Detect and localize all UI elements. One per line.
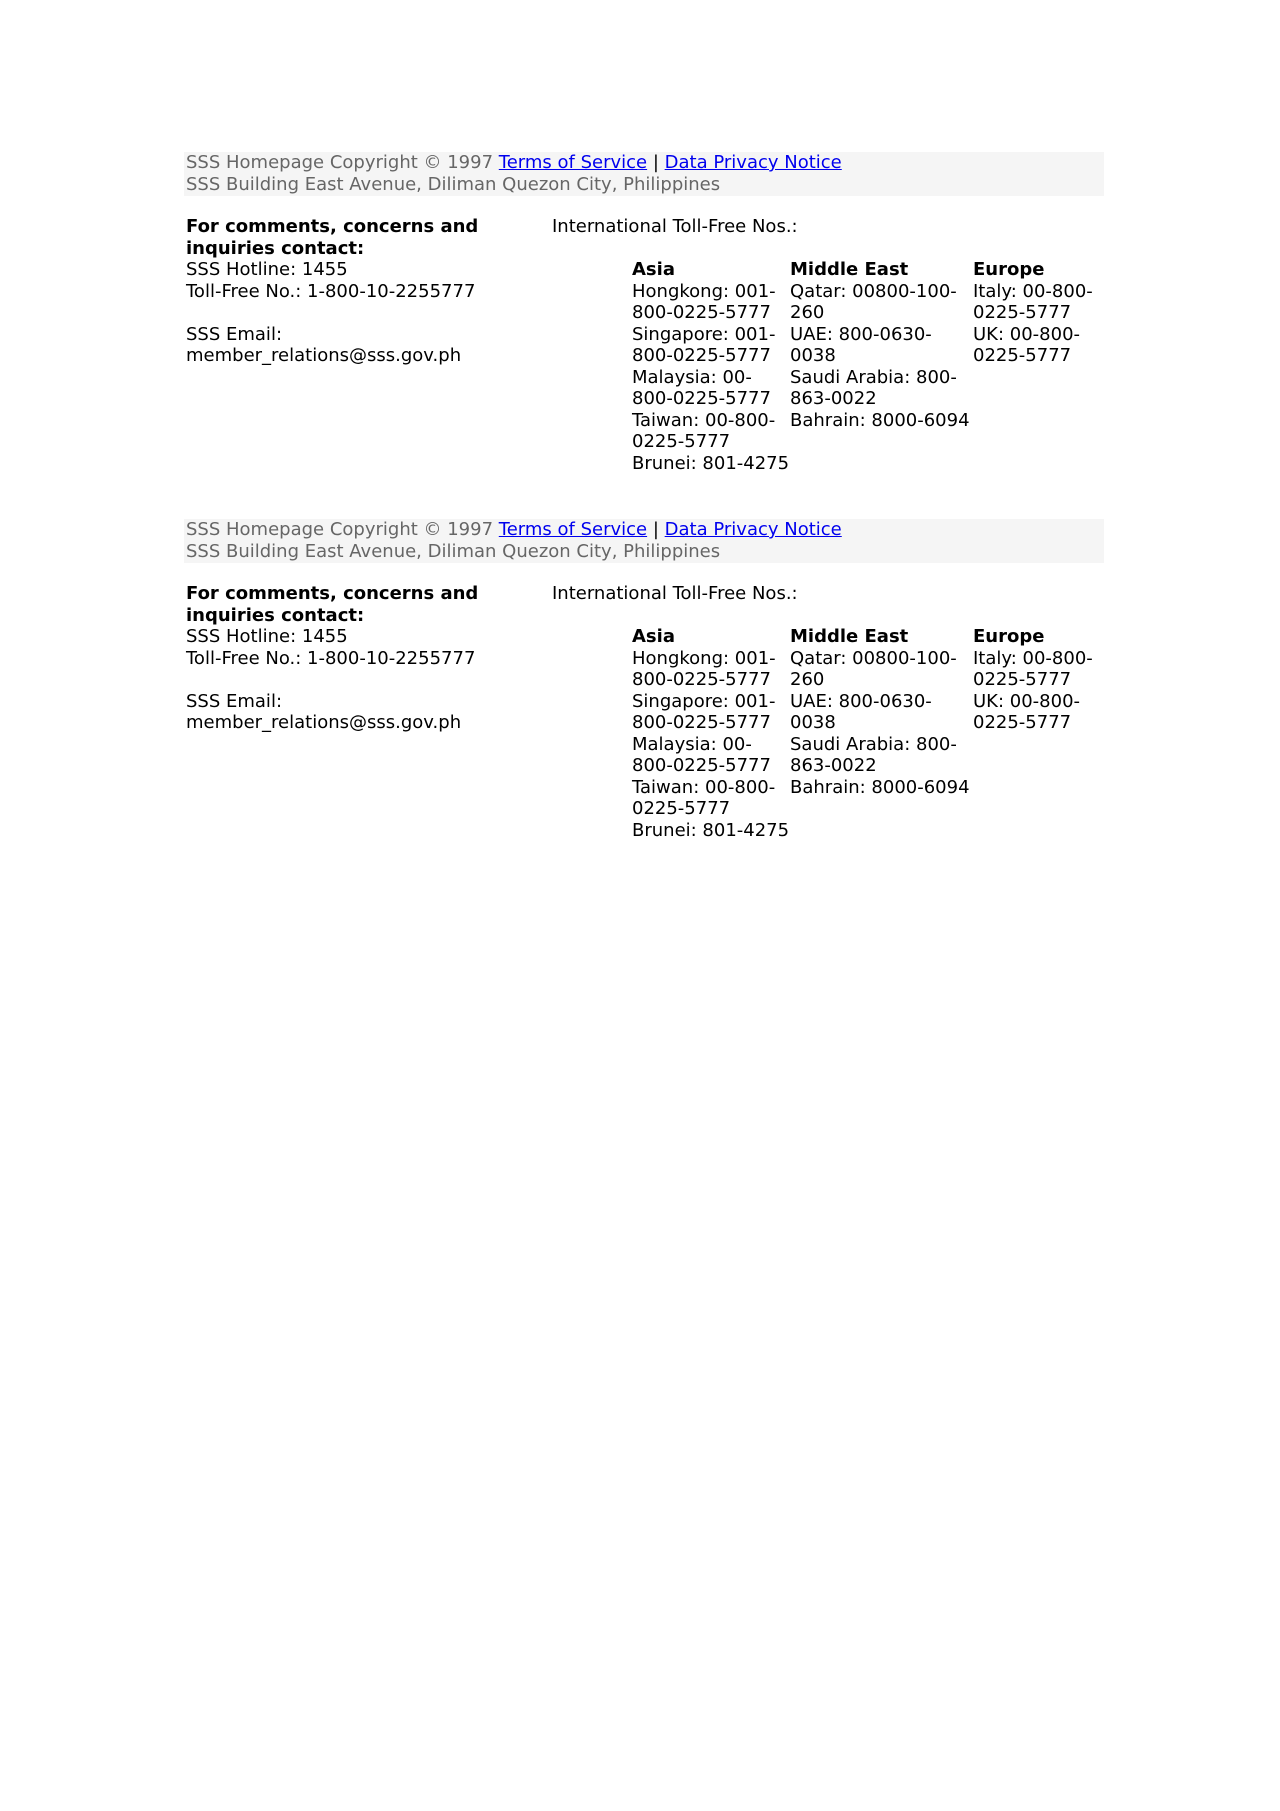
copyright-text: SSS Homepage Copyright © 1997: [186, 152, 494, 173]
region-asia: [632, 259, 790, 474]
region-heading: Asia: [632, 259, 675, 280]
tollfree-text: Toll-Free No.: 1-800-10-2255777: [186, 280, 476, 302]
email-address: member_relations@sss.gov.ph: [186, 712, 462, 733]
region-heading: Middle East: [790, 626, 909, 647]
intl-title: International Toll-Free Nos.:: [552, 216, 798, 237]
contact-heading: For comments, concerns and inquiries contact:: [186, 216, 479, 259]
email-label: SSS Email:: [186, 690, 283, 712]
list-item: Bahrain: 8000-6094: [790, 409, 970, 431]
list-item: UAE: 800-0630-0038: [790, 323, 932, 366]
list-item: Italy: 00-800-0225-5777: [973, 280, 1093, 323]
list-item: Saudi Arabia: 800-863-0022: [790, 366, 957, 409]
address-text: SSS Building East Avenue, Diliman Quezon City, Philippines: [186, 540, 721, 562]
list-item: Taiwan: 00-800-0225-5777: [632, 776, 776, 819]
list-item: Malaysia: 00-800-0225-5777: [632, 366, 771, 409]
region-asia: [632, 626, 790, 841]
region-heading: Europe: [973, 259, 1045, 280]
international-numbers: [552, 216, 1103, 474]
copyright-text: SSS Homepage Copyright © 1997: [186, 519, 494, 540]
data-privacy-notice-link[interactable]: Data Privacy Notice: [664, 152, 842, 173]
link-separator: |: [652, 519, 659, 540]
footer-block: [184, 519, 1104, 841]
data-privacy-notice-link[interactable]: Data Privacy Notice: [664, 519, 842, 540]
list-item: Singapore: 001-800-0225-5777: [632, 690, 776, 733]
list-item: Italy: 00-800-0225-5777: [973, 647, 1093, 690]
contact-info: [184, 583, 552, 841]
copyright-bar: [184, 152, 1104, 196]
contact-heading: For comments, concerns and inquiries contact:: [186, 583, 479, 626]
region-heading: Middle East: [790, 259, 909, 280]
hotline-text: SSS Hotline: 1455: [186, 259, 348, 280]
terms-of-service-link[interactable]: Terms of Service: [498, 519, 648, 540]
address-text: SSS Building East Avenue, Diliman Quezon City, Philippines: [186, 173, 721, 195]
region-europe: [973, 626, 1103, 841]
list-item: Singapore: 001-800-0225-5777: [632, 323, 776, 366]
contact-section: [184, 583, 1104, 841]
region-middle-east: [790, 259, 973, 474]
list-item: Bahrain: 8000-6094: [790, 776, 970, 798]
international-numbers: [552, 583, 1103, 841]
hotline-text: SSS Hotline: 1455: [186, 626, 348, 647]
terms-of-service-link[interactable]: Terms of Service: [498, 152, 648, 173]
intl-table: [632, 259, 1103, 474]
email-address: member_relations@sss.gov.ph: [186, 345, 462, 366]
list-item: Qatar: 00800-100-260: [790, 647, 957, 690]
region-europe: [973, 259, 1103, 474]
region-heading: Asia: [632, 626, 675, 647]
region-middle-east: [790, 626, 973, 841]
list-item: Hongkong: 001-800-0225-5777: [632, 647, 776, 690]
list-item: UK: 00-800-0225-5777: [973, 690, 1081, 733]
contact-info: [184, 216, 552, 474]
list-item: Malaysia: 00-800-0225-5777: [632, 733, 771, 776]
copyright-bar: [184, 519, 1104, 563]
link-separator: |: [652, 152, 659, 173]
email-label: SSS Email:: [186, 323, 283, 345]
footer-block: [184, 152, 1104, 474]
contact-section: [184, 216, 1104, 474]
list-item: Saudi Arabia: 800-863-0022: [790, 733, 957, 776]
tollfree-text: Toll-Free No.: 1-800-10-2255777: [186, 647, 476, 669]
list-item: Taiwan: 00-800-0225-5777: [632, 409, 776, 452]
intl-title: International Toll-Free Nos.:: [552, 583, 798, 604]
list-item: Brunei: 801-4275: [632, 819, 790, 841]
list-item: UK: 00-800-0225-5777: [973, 323, 1081, 366]
list-item: Qatar: 00800-100-260: [790, 280, 957, 323]
region-heading: Europe: [973, 626, 1045, 647]
intl-table: [632, 626, 1103, 841]
list-item: UAE: 800-0630-0038: [790, 690, 932, 733]
list-item: Hongkong: 001-800-0225-5777: [632, 280, 776, 323]
list-item: Brunei: 801-4275: [632, 452, 790, 474]
